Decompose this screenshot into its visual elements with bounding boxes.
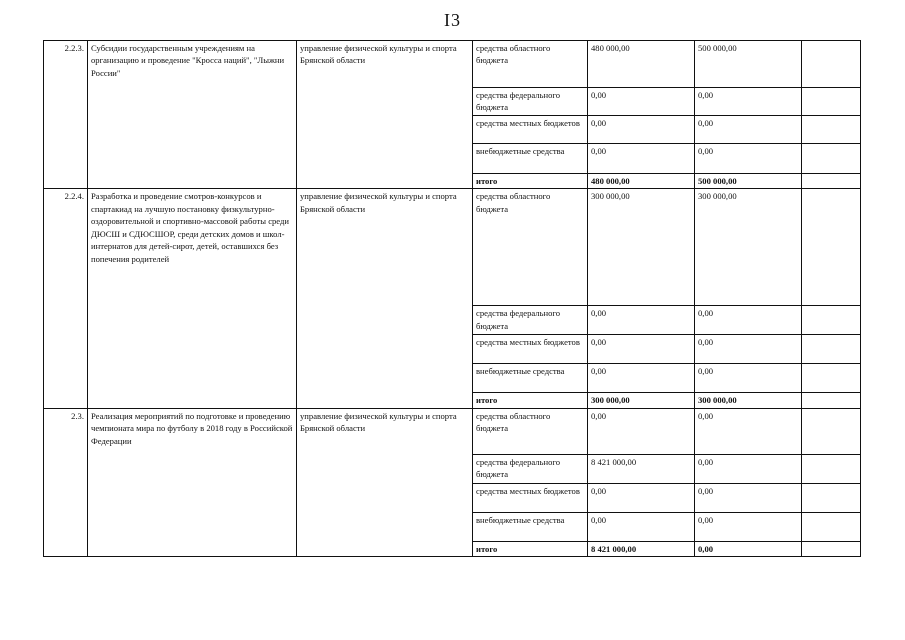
amount-cell: 0,00 xyxy=(695,483,802,512)
funding-source-label: средства областного бюджета xyxy=(473,41,588,88)
funding-source-label: средства местных бюджетов xyxy=(473,116,588,144)
amount-cell: 8 421 000,00 xyxy=(588,454,695,483)
amount-cell: 0,00 xyxy=(695,306,802,335)
empty-cell xyxy=(802,41,861,88)
amount-cell: 0,00 xyxy=(695,88,802,116)
funding-source-label: средства федерального бюджета xyxy=(473,454,588,483)
amount-cell: 0,00 xyxy=(588,335,695,364)
funding-source-label: средства областного бюджета xyxy=(473,408,588,454)
row-number: 2.2.3. xyxy=(44,41,88,189)
amount-cell: 0,00 xyxy=(695,144,802,174)
amount-cell: 0,00 xyxy=(588,306,695,335)
executor: управление физической культуры и спорта Брянской области xyxy=(297,408,473,556)
total-amount: 0,00 xyxy=(695,541,802,556)
amount-cell: 0,00 xyxy=(588,88,695,116)
funding-source-label: внебюджетные средства xyxy=(473,364,588,393)
amount-cell: 0,00 xyxy=(695,116,802,144)
table-row xyxy=(44,189,861,306)
amount-cell: 0,00 xyxy=(588,408,695,454)
empty-cell xyxy=(802,454,861,483)
funding-source-label: средства областного бюджета xyxy=(473,189,588,306)
empty-cell xyxy=(802,88,861,116)
executor: управление физической культуры и спорта Брянской области xyxy=(297,41,473,189)
row-number: 2.2.4. xyxy=(44,189,88,408)
amount-cell: 0,00 xyxy=(588,483,695,512)
budget-table xyxy=(43,40,861,557)
amount-cell: 0,00 xyxy=(588,144,695,174)
activity-name: Реализация мероприятий по подготовке и проведению чемпионата мира по футболу в 2018 году в Российской Федерации xyxy=(88,408,297,556)
amount-cell: 0,00 xyxy=(695,335,802,364)
amount-cell: 0,00 xyxy=(695,454,802,483)
executor: управление физической культуры и спорта Брянской области xyxy=(297,189,473,408)
empty-cell xyxy=(802,483,861,512)
empty-cell xyxy=(802,189,861,306)
page-number: I3 xyxy=(444,10,461,30)
total-label: итого xyxy=(473,393,588,408)
total-label: итого xyxy=(473,541,588,556)
activity-name: Субсидии государственным учреждениям на организацию и проведение "Кросса наций", "Лыжни России" xyxy=(88,41,297,189)
amount-cell: 0,00 xyxy=(695,408,802,454)
amount-cell: 300 000,00 xyxy=(695,189,802,306)
empty-cell xyxy=(802,306,861,335)
total-amount: 300 000,00 xyxy=(588,393,695,408)
total-amount: 500 000,00 xyxy=(695,174,802,189)
funding-source-label: средства местных бюджетов xyxy=(473,335,588,364)
table-row xyxy=(44,41,861,88)
total-label: итого xyxy=(473,174,588,189)
amount-cell: 480 000,00 xyxy=(588,41,695,88)
empty-cell xyxy=(802,144,861,174)
empty-cell xyxy=(802,512,861,541)
amount-cell: 0,00 xyxy=(695,512,802,541)
amount-cell: 500 000,00 xyxy=(695,41,802,88)
empty-cell xyxy=(802,541,861,556)
funding-source-label: средства федерального бюджета xyxy=(473,88,588,116)
empty-cell xyxy=(802,393,861,408)
table-row xyxy=(44,408,861,454)
amount-cell: 0,00 xyxy=(588,364,695,393)
total-amount: 480 000,00 xyxy=(588,174,695,189)
empty-cell xyxy=(802,364,861,393)
funding-source-label: средства местных бюджетов xyxy=(473,483,588,512)
total-amount: 8 421 000,00 xyxy=(588,541,695,556)
amount-cell: 0,00 xyxy=(588,116,695,144)
amount-cell: 0,00 xyxy=(695,364,802,393)
total-amount: 300 000,00 xyxy=(695,393,802,408)
amount-cell: 0,00 xyxy=(588,512,695,541)
activity-name: Разработка и проведение смотров-конкурсов и спартакиад на лучшую постановку физкультурно-оздоровительной и спортивно-массовой работы среди ДЮСШ и СДЮСШОР, среди детских домов и школ-интернатов для детей-сирот, детей, оставшихся без попечения родителей xyxy=(88,189,297,408)
amount-cell: 300 000,00 xyxy=(588,189,695,306)
empty-cell xyxy=(802,408,861,454)
row-number: 2.3. xyxy=(44,408,88,556)
empty-cell xyxy=(802,335,861,364)
funding-source-label: внебюджетные средства xyxy=(473,512,588,541)
empty-cell xyxy=(802,116,861,144)
funding-source-label: внебюджетные средства xyxy=(473,144,588,174)
funding-source-label: средства федерального бюджета xyxy=(473,306,588,335)
empty-cell xyxy=(802,174,861,189)
